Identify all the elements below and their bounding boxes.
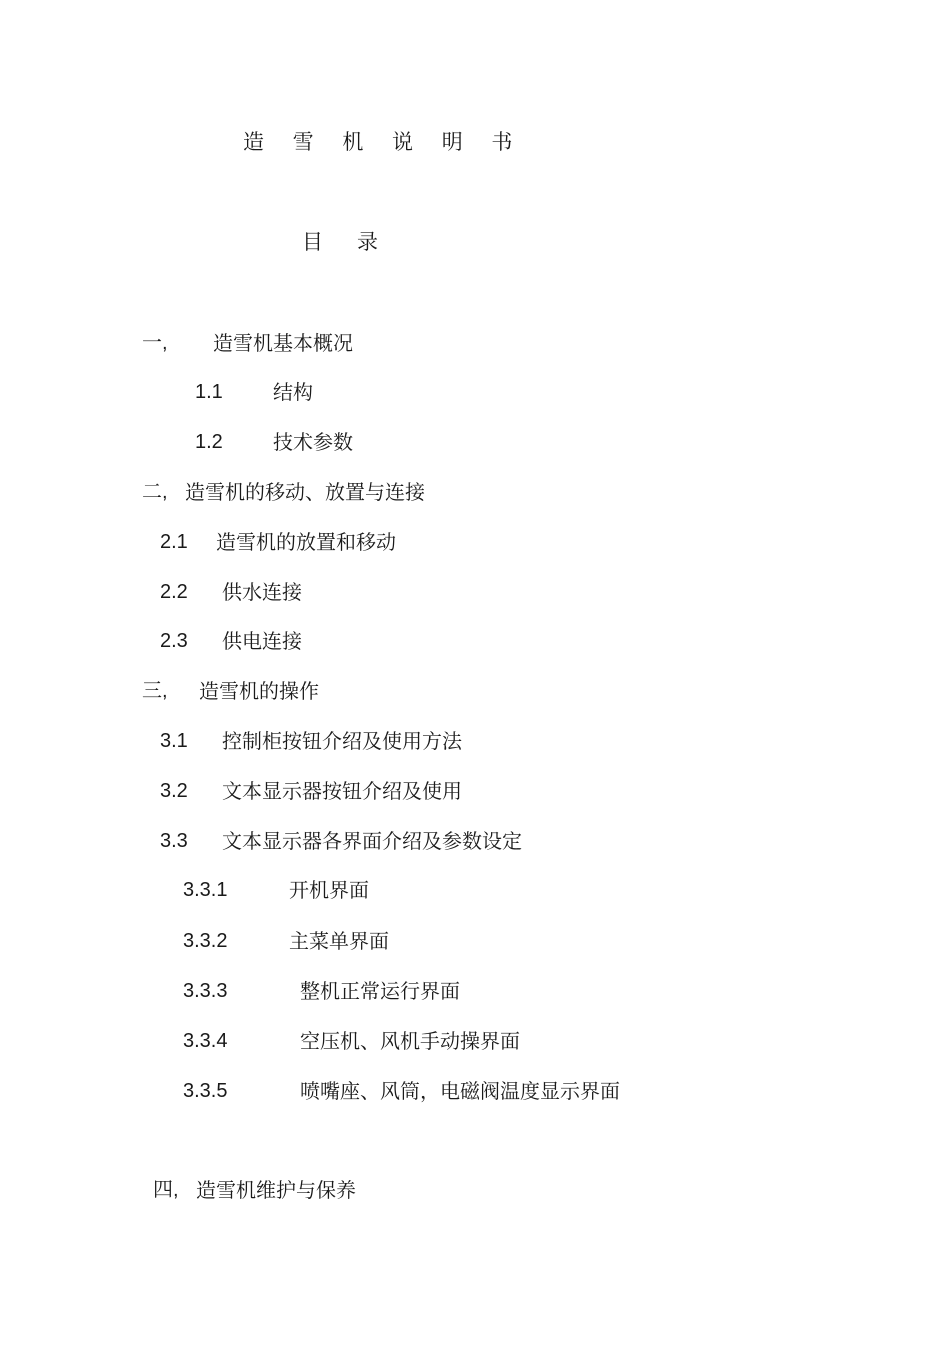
toc-entry-number: 3.2 (160, 780, 188, 802)
toc-entry-number: 三, (142, 680, 168, 702)
toc-entry-text: 主菜单界面 (289, 929, 389, 953)
toc-entry-number: 3.3.1 (183, 879, 228, 901)
toc-entry-number: 一, (142, 332, 168, 354)
toc-entry-number: 3.3.2 (183, 930, 228, 952)
toc-entry-number: 1.2 (195, 431, 223, 453)
toc-entry-text: 控制柜按钮介绍及使用方法 (222, 729, 462, 753)
toc-entry-number: 3.3.3 (183, 980, 228, 1002)
toc-entry-text: 技术参数 (273, 430, 353, 454)
toc-entry-text: 结构 (273, 380, 313, 404)
toc-entry-text: 供电连接 (222, 629, 302, 653)
toc-heading (302, 228, 378, 256)
toc-entry-text: 文本显示器按钮介绍及使用 (222, 779, 462, 803)
toc-entry-text: 空压机、风机手动操界面 (300, 1029, 520, 1053)
toc-entry-number: 3.3.5 (183, 1080, 228, 1102)
toc-entry-text: 开机界面 (289, 878, 369, 902)
document-title: 造 雪 机 说 明 书 (243, 130, 524, 154)
toc-entry-number: 2.1 (160, 531, 188, 553)
toc-entry-number: 二, (142, 481, 168, 503)
toc-entry-number: 2.2 (160, 581, 188, 603)
toc-entry-number: 1.1 (195, 381, 223, 403)
toc-entry-text: 文本显示器各界面介绍及参数设定 (222, 829, 522, 853)
toc-heading-char-2: 录 (357, 230, 378, 254)
toc-heading-char-1: 目 (302, 230, 323, 254)
toc-entry-number: 四, (153, 1179, 179, 1201)
toc-entry-number: 2.3 (160, 630, 188, 652)
toc-entry-text: 造雪机的放置和移动 (216, 530, 396, 554)
toc-entry-text: 供水连接 (222, 580, 302, 604)
toc-entry-text: 造雪机的移动、放置与连接 (185, 480, 425, 504)
toc-entry-number: 3.1 (160, 730, 188, 752)
toc-entry-text: 造雪机的操作 (199, 679, 319, 703)
toc-entry-number: 3.3.4 (183, 1030, 228, 1052)
toc-entry-number: 3.3 (160, 830, 188, 852)
toc-entry-text: 喷嘴座、风筒，电磁阀温度显示界面 (300, 1079, 620, 1103)
toc-entry-text: 造雪机基本概况 (213, 331, 353, 355)
toc-entry-text: 造雪机维护与保养 (196, 1178, 356, 1202)
toc-entry-text: 整机正常运行界面 (300, 979, 460, 1003)
